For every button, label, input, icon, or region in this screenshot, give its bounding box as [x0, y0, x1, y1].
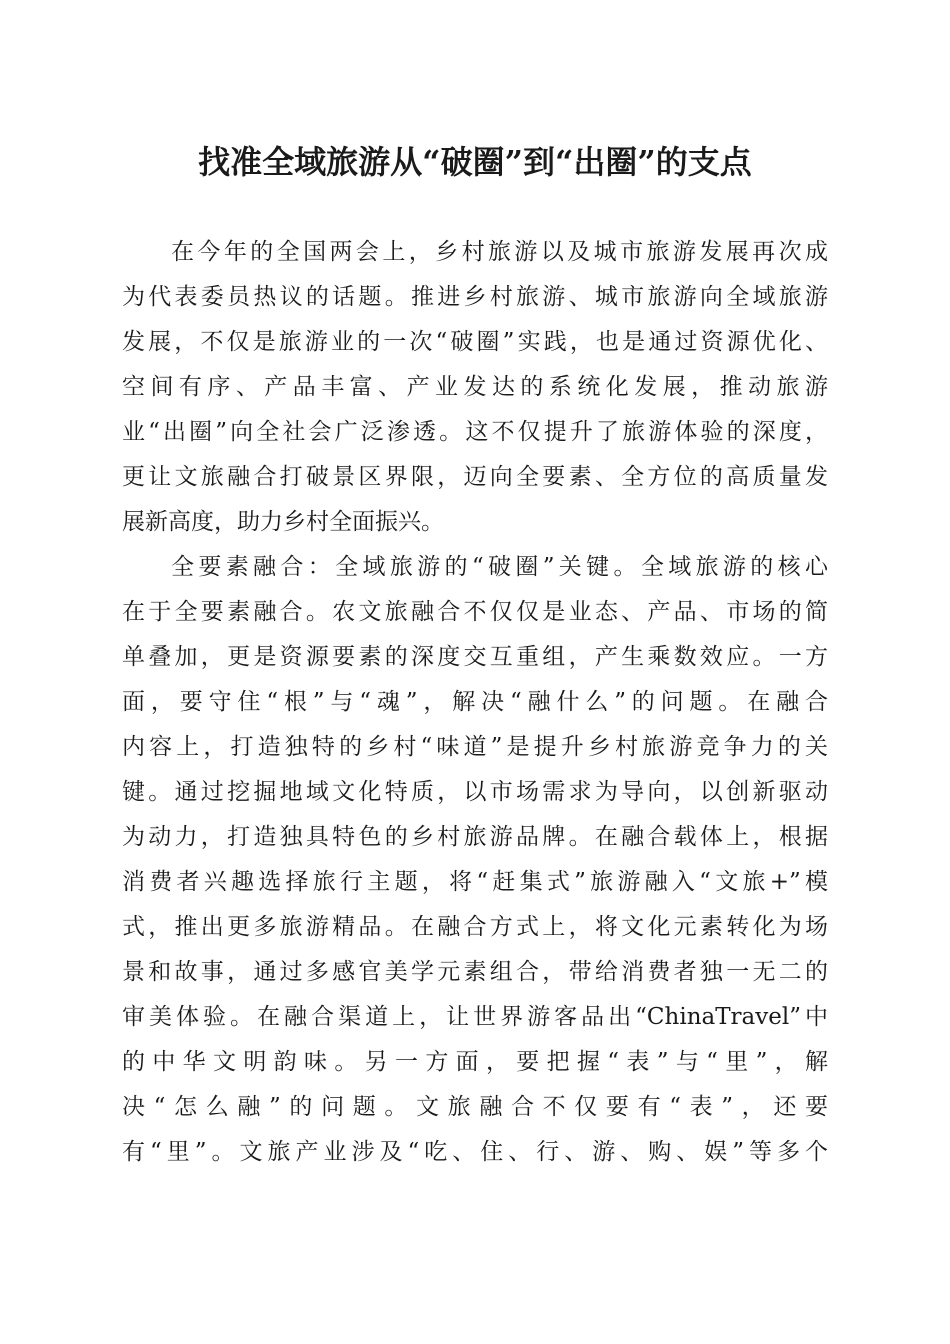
- text-line: 面，要守住“根”与“魂”，解决“融什么”的问题。在融合: [122, 689, 828, 715]
- text-line: 在于全要素融合。农文旅融合不仅仅是业态、产品、市场的简: [122, 599, 828, 625]
- text-line: 景和故事，通过多感官美学元素组合，带给消费者独一无二的: [122, 959, 828, 985]
- document-title: 找准全域旅游从“破圈”到“出圈”的支点: [198, 143, 752, 181]
- text-line: 发展，不仅是旅游业的一次“破圈”实践，也是通过资源优化、: [122, 329, 828, 355]
- text-line: 消费者兴趣选择旅行主题，将“赶集式”旅游融入“文旅+”模: [122, 869, 828, 895]
- text-line: 在今年的全国两会上，乡村旅游以及城市旅游发展再次成: [171, 239, 828, 265]
- text-line: 为代表委员热议的话题。推进乡村旅游、城市旅游向全域旅游: [122, 284, 828, 310]
- text-line: 有“里”。文旅产业涉及“吃、住、行、游、购、娱”等多个: [122, 1139, 828, 1165]
- text-line: 键。通过挖掘地域文化特质，以市场需求为导向，以创新驱动: [122, 779, 828, 805]
- text-line: 式，推出更多旅游精品。在融合方式上，将文化元素转化为场: [122, 914, 828, 940]
- text-line: 为动力，打造独具特色的乡村旅游品牌。在融合载体上，根据: [122, 824, 828, 850]
- text-line: 单叠加，更是资源要素的深度交互重组，产生乘数效应。一方: [122, 644, 828, 670]
- text-line: 更让文旅融合打破景区界限，迈向全要素、全方位的高质量发: [122, 464, 828, 490]
- text-line: 空间有序、产品丰富、产业发达的系统化发展，推动旅游: [122, 374, 828, 400]
- text-line: 全要素融合：全域旅游的“破圈”关键。全域旅游的核心: [171, 554, 828, 580]
- text-line: 展新高度，助力乡村全面振兴。: [122, 509, 444, 535]
- text-line: 内容上，打造独特的乡村“味道”是提升乡村旅游竞争力的关: [122, 734, 828, 760]
- text-line: 决“怎么融”的问题。文旅融合不仅要有“表”，还要: [122, 1094, 828, 1120]
- text-line: 业“出圈”向全社会广泛渗透。这不仅提升了旅游体验的深度，: [122, 419, 828, 445]
- text-line: 的中华文明韵味。另一方面，要把握“表”与“里”，解: [122, 1049, 828, 1075]
- text-line: 审美体验。在融合渠道上，让世界游客品出“ChinaTravel”中: [122, 1004, 828, 1030]
